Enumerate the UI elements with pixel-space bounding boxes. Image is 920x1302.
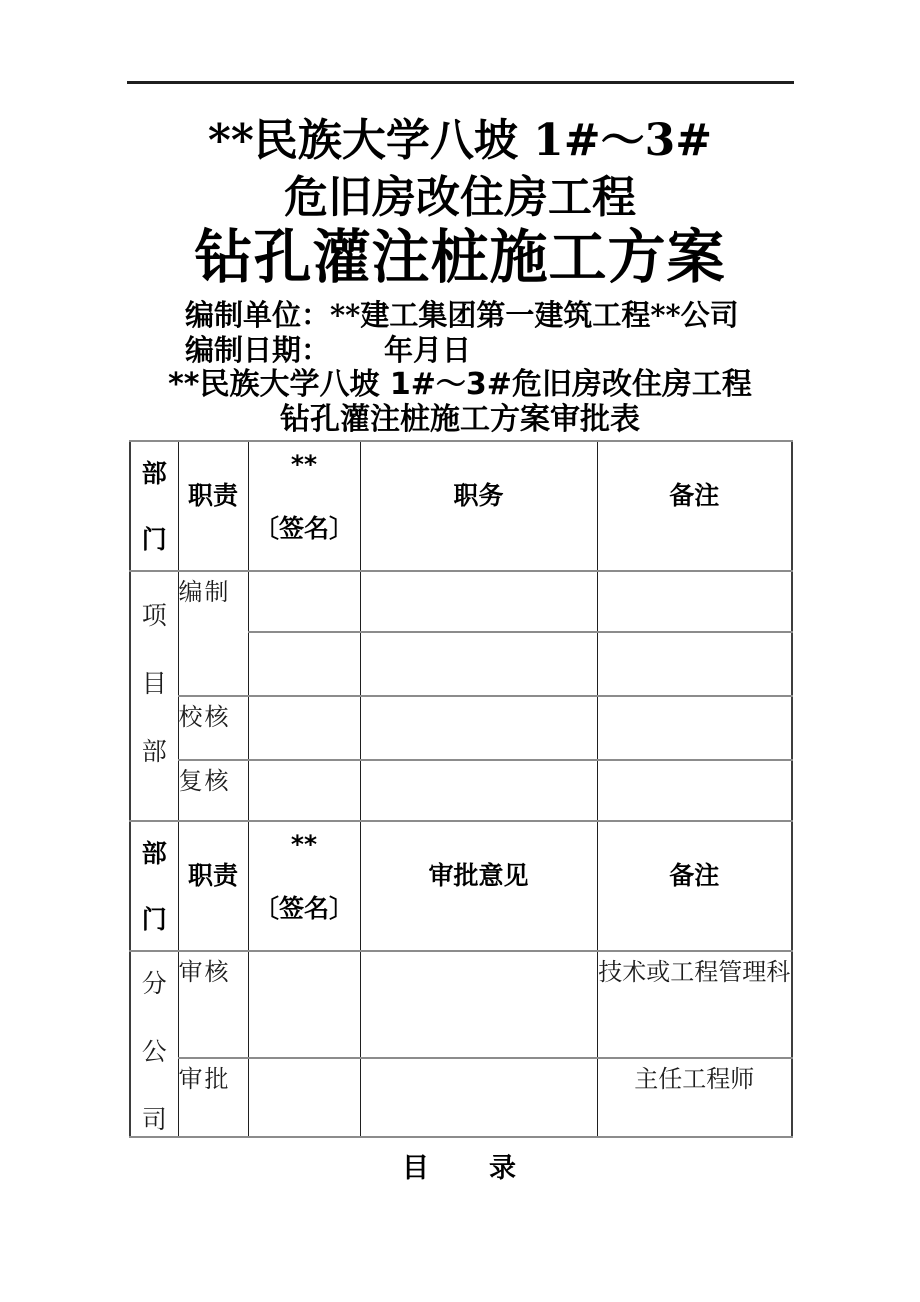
header-rule-line xyxy=(127,81,794,84)
blank-position-cell xyxy=(360,696,597,760)
dept-char: 公 xyxy=(141,1037,167,1066)
duty-bianzhi-cell: 编制 xyxy=(178,571,248,696)
approval-subtitle-project: **民族大学八坡 1#～3#危旧房改住房工程 xyxy=(168,367,752,402)
header2-opinion-cell: 审批意见 xyxy=(360,821,597,951)
doc-title-line2: 危旧房改住房工程 xyxy=(284,172,636,223)
dept-char: 项 xyxy=(141,601,167,630)
header1-duty-cell: 职责 xyxy=(178,441,248,571)
blank-sign-cell xyxy=(248,1058,360,1137)
approval-table xyxy=(129,440,793,1138)
duty-shenhe-cell: 审核 xyxy=(178,951,248,1058)
compile-date-label: 编制日期： xyxy=(185,333,331,367)
blank-sign-cell xyxy=(248,632,360,696)
dept-vertical-label xyxy=(131,822,178,936)
project-dept-vertical-label xyxy=(131,572,178,768)
dept-char: 部 xyxy=(141,459,167,488)
toc-heading: 目 录 xyxy=(402,1153,518,1184)
compile-date-line xyxy=(185,334,791,367)
header1-sign-cell xyxy=(248,441,360,571)
header2-note-cell: 备注 xyxy=(597,821,792,951)
compile-date-value: 年月日 xyxy=(384,333,472,367)
duty-jiaohe-cell: 校核 xyxy=(178,696,248,760)
header2-dept-cell xyxy=(130,821,178,951)
sign-label xyxy=(249,442,360,545)
blank-sign-cell xyxy=(248,696,360,760)
branch-dept-vertical-label xyxy=(131,952,178,1136)
dept-char: 部 xyxy=(141,839,167,868)
document-content xyxy=(129,112,791,1184)
header1-row xyxy=(130,441,792,571)
sign-stars: ** xyxy=(290,830,318,859)
dept-char: 门 xyxy=(141,905,167,934)
blank-position-cell xyxy=(360,760,597,821)
dept-char: 分 xyxy=(141,969,167,998)
duty-shenpi-cell: 审批 xyxy=(178,1058,248,1137)
note-shenpi-cell: 主任工程师 xyxy=(597,1058,792,1137)
doc-title-line3: 钻孔灌注桩施工方案 xyxy=(194,223,726,291)
header2-duty-cell: 职责 xyxy=(178,821,248,951)
dept-char: 门 xyxy=(141,525,167,554)
header1-position-cell: 职务 xyxy=(360,441,597,571)
sign-stars: ** xyxy=(290,450,318,479)
project-row-bianzhi-a xyxy=(130,571,792,632)
header2-row xyxy=(130,821,792,951)
sign-bracket-label: 〔签名〕 xyxy=(253,514,354,543)
blank-sign-cell xyxy=(248,760,360,821)
blank-position-cell xyxy=(360,632,597,696)
approval-subtitle-table: 钻孔灌注桩施工方案审批表 xyxy=(280,402,640,437)
compile-meta-block xyxy=(185,297,791,367)
project-dept-cell xyxy=(130,571,178,821)
compile-unit-line: 编制单位：**建工集团第一建筑工程**公司 xyxy=(185,298,739,332)
header1-dept-cell xyxy=(130,441,178,571)
branch-row-shenhe xyxy=(130,951,792,1058)
sign-bracket-label: 〔签名〕 xyxy=(253,894,354,923)
blank-note-cell xyxy=(597,760,792,821)
branch-dept-cell xyxy=(130,951,178,1137)
blank-note-cell xyxy=(597,632,792,696)
duty-fuhe-cell: 复核 xyxy=(178,760,248,821)
project-row-fuhe xyxy=(130,760,792,821)
branch-row-shenpi xyxy=(130,1058,792,1137)
doc-title-line1: **民族大学八坡 1#～3# xyxy=(207,115,713,166)
blank-opinion-cell xyxy=(360,1058,597,1137)
blank-sign-cell xyxy=(248,951,360,1058)
dept-char: 司 xyxy=(141,1105,167,1134)
dept-char: 部 xyxy=(141,737,167,766)
project-row-jiaohe xyxy=(130,696,792,760)
blank-note-cell xyxy=(597,571,792,632)
blank-position-cell xyxy=(360,571,597,632)
dept-vertical-label xyxy=(131,442,178,556)
header2-sign-cell xyxy=(248,821,360,951)
note-shenhe-cell: 技术或工程管理科 xyxy=(597,951,792,1058)
blank-sign-cell xyxy=(248,571,360,632)
sign-label xyxy=(249,822,360,925)
header1-note-cell: 备注 xyxy=(597,441,792,571)
blank-opinion-cell xyxy=(360,951,597,1058)
blank-note-cell xyxy=(597,696,792,760)
dept-char: 目 xyxy=(141,669,167,698)
